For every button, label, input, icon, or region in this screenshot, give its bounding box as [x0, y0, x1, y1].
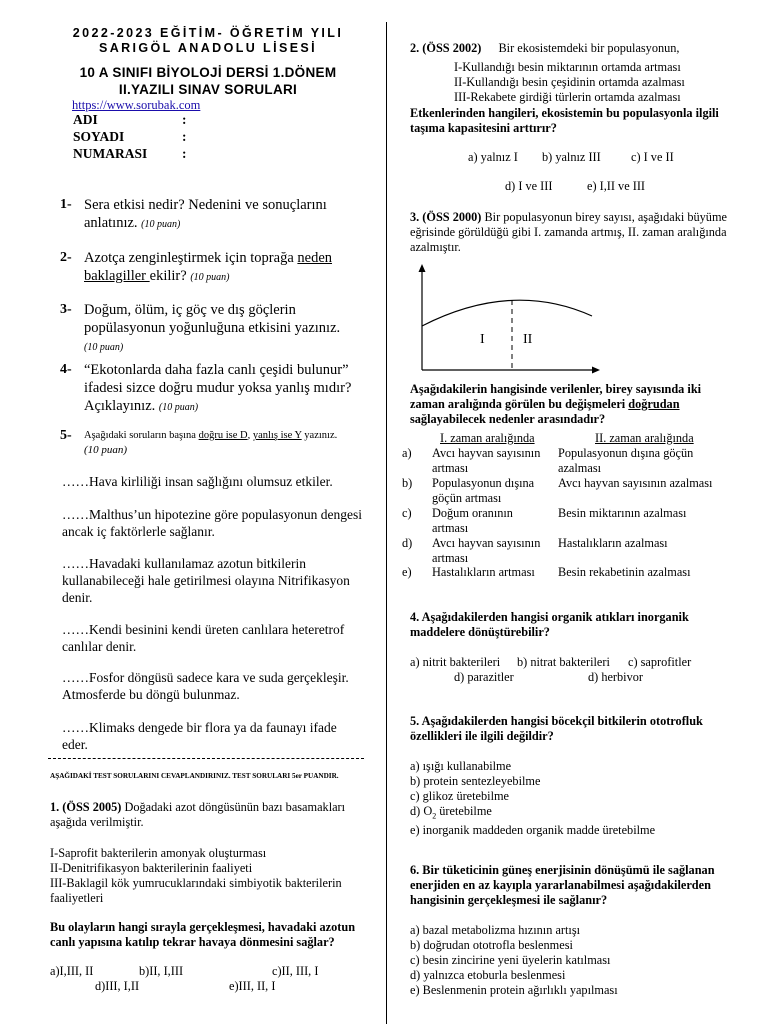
row-letter: d) [402, 536, 413, 550]
question-number: 5- [60, 428, 72, 443]
statement-item: I-Saprofit bakterilerin amonyak oluşturması [50, 846, 267, 860]
field-number-label: NUMARASI [73, 146, 148, 161]
option-d[interactable] [410, 804, 736, 823]
row-col-2: Besin miktarının azalması [558, 506, 687, 520]
question-text: , [247, 430, 253, 441]
header-line-3: 10 A SINIFI BİYOLOJİ DERSİ 1.DÖNEM [79, 65, 337, 80]
option-a[interactable]: a) nitrit bakterileri [410, 655, 501, 669]
option-b[interactable]: b)II, I,III [139, 964, 184, 978]
option-c[interactable]: c) glikoz üretebilme [410, 789, 510, 803]
field-surname-colon: : [182, 129, 187, 144]
option-b[interactable]: b) protein sentezleyebilme [410, 774, 541, 788]
y-axis-arrow-icon [419, 264, 426, 272]
header-line-2: SARIGÖL ANADOLU LİSESİ [98, 41, 318, 55]
points-label: (10 puan) [158, 402, 199, 413]
subscript: 2 [432, 811, 437, 821]
question-text: Bir ekosistemdeki bir populasyonun, [498, 41, 680, 55]
open-question-2 [84, 249, 364, 287]
test-question-3 [410, 210, 736, 255]
option-d[interactable]: d) parazitler [454, 670, 514, 684]
field-number-colon: : [182, 146, 187, 161]
row-col-2: Avcı hayvan sayısının azalması [558, 476, 713, 490]
question-label: 2. (ÖSS 2002) [410, 41, 482, 55]
row-letter: e) [402, 565, 412, 579]
points-label: (10 puan) [190, 272, 230, 283]
question-text-underlined: neden baklagiller [84, 250, 333, 284]
row-col-2: Hastalıkların azalması [558, 536, 668, 550]
test-instructions: AŞAĞIDAKİ TEST SORULARINI CEVAPLANDIRINIZ. TEST SORULARI 5er PUANDIR. [50, 772, 339, 780]
option-c[interactable]: c)II, III, I [272, 964, 319, 978]
column-divider [386, 22, 387, 1024]
test-question-4: 4. Aşağıdakilerden hangisi organik atıkları inorganik maddelere dönüştürebilir? [410, 610, 689, 639]
true-false-item: ……Hava kirliliği insan sağlığını olumsuz etkiler. [62, 474, 333, 489]
row-letter: c) [402, 506, 412, 520]
option-d[interactable]: d)III, I,II [95, 979, 140, 993]
option-e[interactable]: e) inorganik maddeden organik madde üretebilme [410, 823, 656, 838]
q2-items [454, 60, 685, 105]
q1-items [50, 846, 364, 906]
interval-label-2: II [523, 332, 533, 347]
question-text: Bir populasyonun birey sayısı, aşağıdaki büyüme eğrisinde görüldüğü gibi I. zamanda artmış, II. zaman aralığında azalmıştır. [410, 210, 727, 254]
row-letter: b) [402, 476, 413, 490]
question-text: yazınız. [301, 430, 338, 441]
option-text: d) O [410, 804, 433, 818]
statement-item: III-Rekabete girdiği türlerin ortamda azalması [454, 90, 681, 104]
q2-question: Etkenlerinden hangileri, ekosistemin bu populasyonla ilgili taşıma kapasitesini arttırır? [410, 106, 719, 135]
growth-curve-graph [412, 262, 612, 374]
option-c[interactable]: c) saprofitler [628, 655, 692, 669]
source-link[interactable]: https://www.sorubak.com [72, 98, 201, 112]
question-text: Sera etkisi nedir? Nedenini ve sonuçlarını anlatınız. [84, 197, 327, 231]
question-text: sağlayabilecek nedenler arasındadır? [410, 412, 606, 426]
option-a[interactable]: a)I,III, II [50, 964, 94, 978]
open-question-1 [84, 196, 364, 234]
option-text: üretebilme [436, 804, 492, 818]
q6-options [410, 923, 736, 998]
question-text: “Ekotonlarda daha fazla canlı çeşidi bulunur” ifadesi sizce doğru mudur yoksa yanlış mıdır? Açıklayınız. [84, 362, 352, 414]
test-question-1 [50, 800, 364, 830]
points-label: (10 puan) [141, 219, 181, 230]
q5-options [410, 759, 736, 838]
test-question-5: 5. Aşağıdakilerden hangisi böcekçil bitkilerin ototrofluk özellikleri ile ilgili değildir? [410, 714, 703, 743]
row-letter: a) [402, 446, 412, 460]
interval-label-1: I [480, 332, 485, 347]
true-false-item: ……Klimaks dengede bir flora ya da faunayı ifade eder. [62, 720, 337, 752]
field-surname-label: SOYADI [73, 129, 125, 144]
option-b[interactable]: b) nitrat bakterileri [517, 655, 610, 669]
question-number: 4- [60, 362, 72, 377]
row-col-2: Besin rekabetinin azalması [558, 565, 691, 579]
growth-curve [422, 300, 592, 326]
statement-item: I-Kullandığı besin miktarının ortamda artması [454, 60, 681, 74]
option-d[interactable]: d) yalnızca etoburla beslenmesi [410, 968, 566, 982]
question-text: Azotça zenginleştirmek için toprağa [84, 250, 298, 266]
question-text-underlined: doğru ise D [198, 430, 248, 441]
question-text: ekilir? [149, 268, 187, 284]
row-col-1: Populasyonun dışına göçün artması [432, 476, 535, 505]
row-col-1: Doğum oranının artması [432, 506, 513, 535]
true-false-item: ……Fosfor döngüsü sadece kara ve suda gerçekleşir. Atmosferde bu döngü bulunmaz. [62, 670, 349, 702]
q1-question: Bu olayların hangi sırayla gerçekleşmesi, havadaki azotun canlı yapısına katılıp tekrar havaya dönmesini sağlar? [50, 920, 356, 949]
question-text-underlined: yanlış ise Y [252, 430, 302, 441]
question-text: Doğadaki azot döngüsünün bazı basamakları aşağıda verilmiştir. [50, 800, 346, 829]
row-col-1: Hastalıkların artması [432, 565, 535, 579]
row-col-1: Avcı hayvan sayısının artması [432, 446, 541, 475]
field-name-colon: : [182, 112, 187, 127]
true-false-item: ……Havadaki kullanılamaz azotun bitkilerin kullanabileceği hale getirilmesi olayına Nitrifikasyon denir. [62, 556, 350, 605]
open-question-3 [84, 301, 364, 357]
true-false-item: ……Malthus’un hipotezine göre populasyonun dengesi ancak iç faktörlerle sağlanır. [62, 507, 362, 539]
option-c[interactable]: c) besin zincirine yeni üyelerin katılması [410, 953, 611, 967]
true-false-item: ……Kendi besinini kendi üreten canlılara heteretrof canlılar denir. [62, 622, 345, 654]
test-question-2 [410, 41, 736, 56]
question-text: Aşağıdakilerin hangisinde verilenler, birey sayısında iki zaman aralığında görülen bu değişmeleri [410, 382, 702, 411]
table-header-col-2: II. zaman aralığında [595, 431, 694, 445]
statement-item: II-Kullandığı besin çeşidinin ortamda azalması [454, 75, 685, 89]
question-number: 3- [60, 302, 72, 317]
exam-title [50, 64, 366, 98]
q3-question [410, 382, 736, 427]
option-a[interactable]: a) bazal metabolizma hızının artışı [410, 923, 581, 937]
open-question-4 [84, 361, 364, 417]
option-b[interactable]: b) yalnız III [542, 150, 601, 164]
question-label: 3. (ÖSS 2000) [410, 210, 482, 224]
table-header-col-1: I. zaman aralığında [440, 431, 535, 445]
open-question-5 [84, 429, 364, 458]
option-c[interactable]: c) I ve II [631, 150, 674, 164]
question-text-underlined: doğrudan [628, 397, 680, 411]
header-line-4: II.YAZILI SINAV SORULARI [118, 82, 298, 97]
question-number: 2- [60, 250, 72, 265]
statement-item: II-Denitrifikasyon bakterilerinin faaliyeti [50, 861, 253, 875]
question-number: 1- [60, 197, 72, 212]
question-text: Aşağıdaki soruların başına [84, 430, 199, 441]
row-col-2: Populasyonun dışına göçün azalması [558, 446, 694, 475]
option-a[interactable]: a) ışığı kullanabilme [410, 759, 512, 773]
section-separator [48, 758, 364, 759]
option-e[interactable]: e) Beslenmenin protein ağırlıklı yapılması [410, 983, 618, 997]
points-label: (10 puan) [84, 342, 124, 353]
test-question-6: 6. Bir tüketicinin güneş enerjisinin dönüşümü ile sağlanan enerjiden en az kayıpla yararlanabilmesi aşağıdakilerden hangisinin gerçekleşmesi ile sağlanır? [410, 863, 715, 907]
option-b[interactable]: b) doğrudan ototrofla beslenmesi [410, 938, 573, 952]
row-col-1: Avcı hayvan sayısının artması [432, 536, 541, 565]
x-axis-arrow-icon [592, 367, 600, 374]
points-label: (10 puan) [84, 444, 128, 456]
school-year-title [50, 26, 366, 56]
question-label: 1. (ÖSS 2005) [50, 800, 122, 814]
statement-item: III-Baklagil kök yumrucuklarındaki simbiyotik bakterilerin faaliyetleri [50, 876, 342, 905]
question-text: Doğum, ölüm, iç göç ve dış göçlerin popülasyonun yoğunluğuna etkisini yazınız. [84, 302, 341, 336]
option-e[interactable]: e) I,II ve III [587, 179, 646, 193]
option-e[interactable]: d) herbivor [588, 670, 643, 684]
option-a[interactable]: a) yalnız I [468, 150, 518, 164]
option-e[interactable]: e)III, II, I [229, 979, 276, 993]
field-name-label: ADI [73, 112, 98, 127]
header-line-1: 2022-2023 EĞİTİM- ÖĞRETİM YILI [72, 26, 344, 40]
option-d[interactable]: d) I ve III [505, 179, 553, 193]
